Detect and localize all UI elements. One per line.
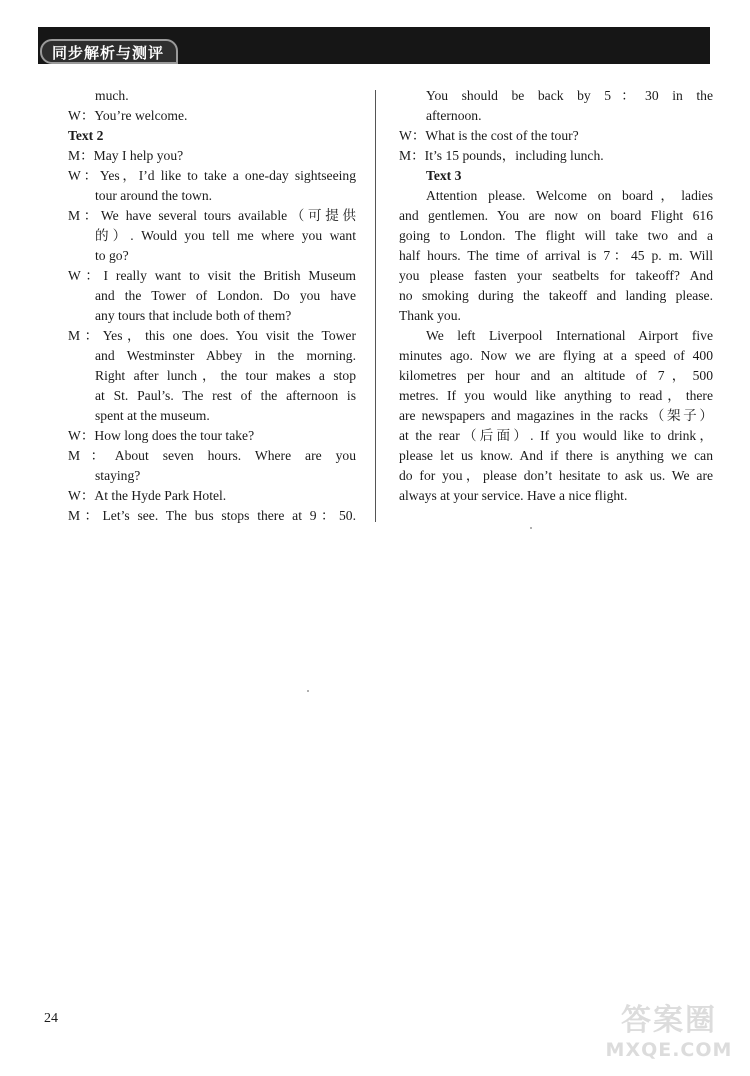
text-line: minutes ago. Now we are flying at a speed of 400: [399, 348, 713, 363]
text-line: half hours. The time of arrival is 7：45 p. m. Will: [399, 248, 713, 263]
text-line: kilometres per hour and an altitude of 7，500: [399, 368, 713, 383]
scan-speck: [307, 690, 309, 692]
text-line: going to London. The flight will take two and a: [399, 228, 713, 243]
text-line: you please fasten your seatbelts for takeoff? And: [399, 268, 713, 283]
text-line: any tours that include both of them?: [95, 308, 292, 323]
text-line: at the rear（后面）. If you would like to drink，: [399, 428, 713, 443]
text-line: M：Let’s see. The bus stops there at 9：50.: [68, 508, 356, 523]
text-line: much.: [95, 88, 129, 103]
scan-speck: [530, 527, 532, 529]
text-line: are newspapers and magazines in the racks（架子）: [399, 408, 713, 423]
text-line: Text 2: [68, 128, 104, 143]
text-line: staying?: [95, 468, 141, 483]
text-line: do for you，please don’t hesitate to ask us. We are: [399, 468, 713, 483]
right-text-column: [399, 86, 713, 506]
text-line: W：What is the cost of the tour?: [399, 128, 579, 143]
watermark-top: 答案圈: [621, 1003, 717, 1038]
text-line: to go?: [95, 248, 129, 263]
text-line: and gentlemen. You are now on board Flight 616: [399, 208, 713, 223]
text-line: M：About seven hours. Where are you: [68, 448, 356, 463]
text-line: Text 3: [426, 168, 462, 183]
left-text-column: [68, 86, 356, 526]
text-line: metres. If you would like anything to read，there: [399, 388, 713, 403]
text-line: W：You’re welcome.: [68, 108, 188, 123]
text-line: always at your service. Have a nice flight.: [399, 488, 628, 503]
text-line: Right after lunch，the tour makes a stop: [95, 368, 356, 383]
text-line: 的）. Would you tell me where you want: [95, 228, 356, 243]
text-line: Thank you.: [399, 308, 461, 323]
text-line: spent at the museum.: [95, 408, 210, 423]
text-line: You should be back by 5：30 in the: [426, 88, 713, 103]
text-line: We left Liverpool International Airport five: [426, 328, 713, 343]
text-line: W：Yes，I’d like to take a one-day sightseeing: [68, 168, 356, 183]
text-line: Attention please. Welcome on board，ladies: [426, 188, 713, 203]
text-line: M：It’s 15 pounds，including lunch.: [399, 148, 604, 163]
text-line: W：How long does the tour take?: [68, 428, 255, 443]
watermark-logo: [594, 1004, 744, 1070]
column-divider: [375, 90, 376, 522]
header-badge: 同步解析与测评: [40, 39, 178, 64]
text-line: no smoking during the takeoff and landing please.: [399, 288, 713, 303]
text-line: and the Tower of London. Do you have: [95, 288, 356, 303]
text-line: M：Yes，this one does. You visit the Tower: [68, 328, 356, 343]
text-line: M：We have several tours available（可提供: [68, 208, 356, 223]
text-line: W：At the Hyde Park Hotel.: [68, 488, 227, 503]
text-line: and Westminster Abbey in the morning.: [95, 348, 356, 363]
text-line: afternoon.: [426, 108, 482, 123]
text-line: tour around the town.: [95, 188, 213, 203]
text-line: M：May I help you?: [68, 148, 184, 163]
text-line: please let us know. And if there is anything we can: [399, 448, 713, 463]
page-number: 24: [44, 1011, 58, 1026]
text-line: at St. Paul’s. The rest of the afternoon is: [95, 388, 356, 403]
watermark-bottom: MXQE.COM: [605, 1039, 733, 1061]
text-line: W：I really want to visit the British Museum: [68, 268, 356, 283]
